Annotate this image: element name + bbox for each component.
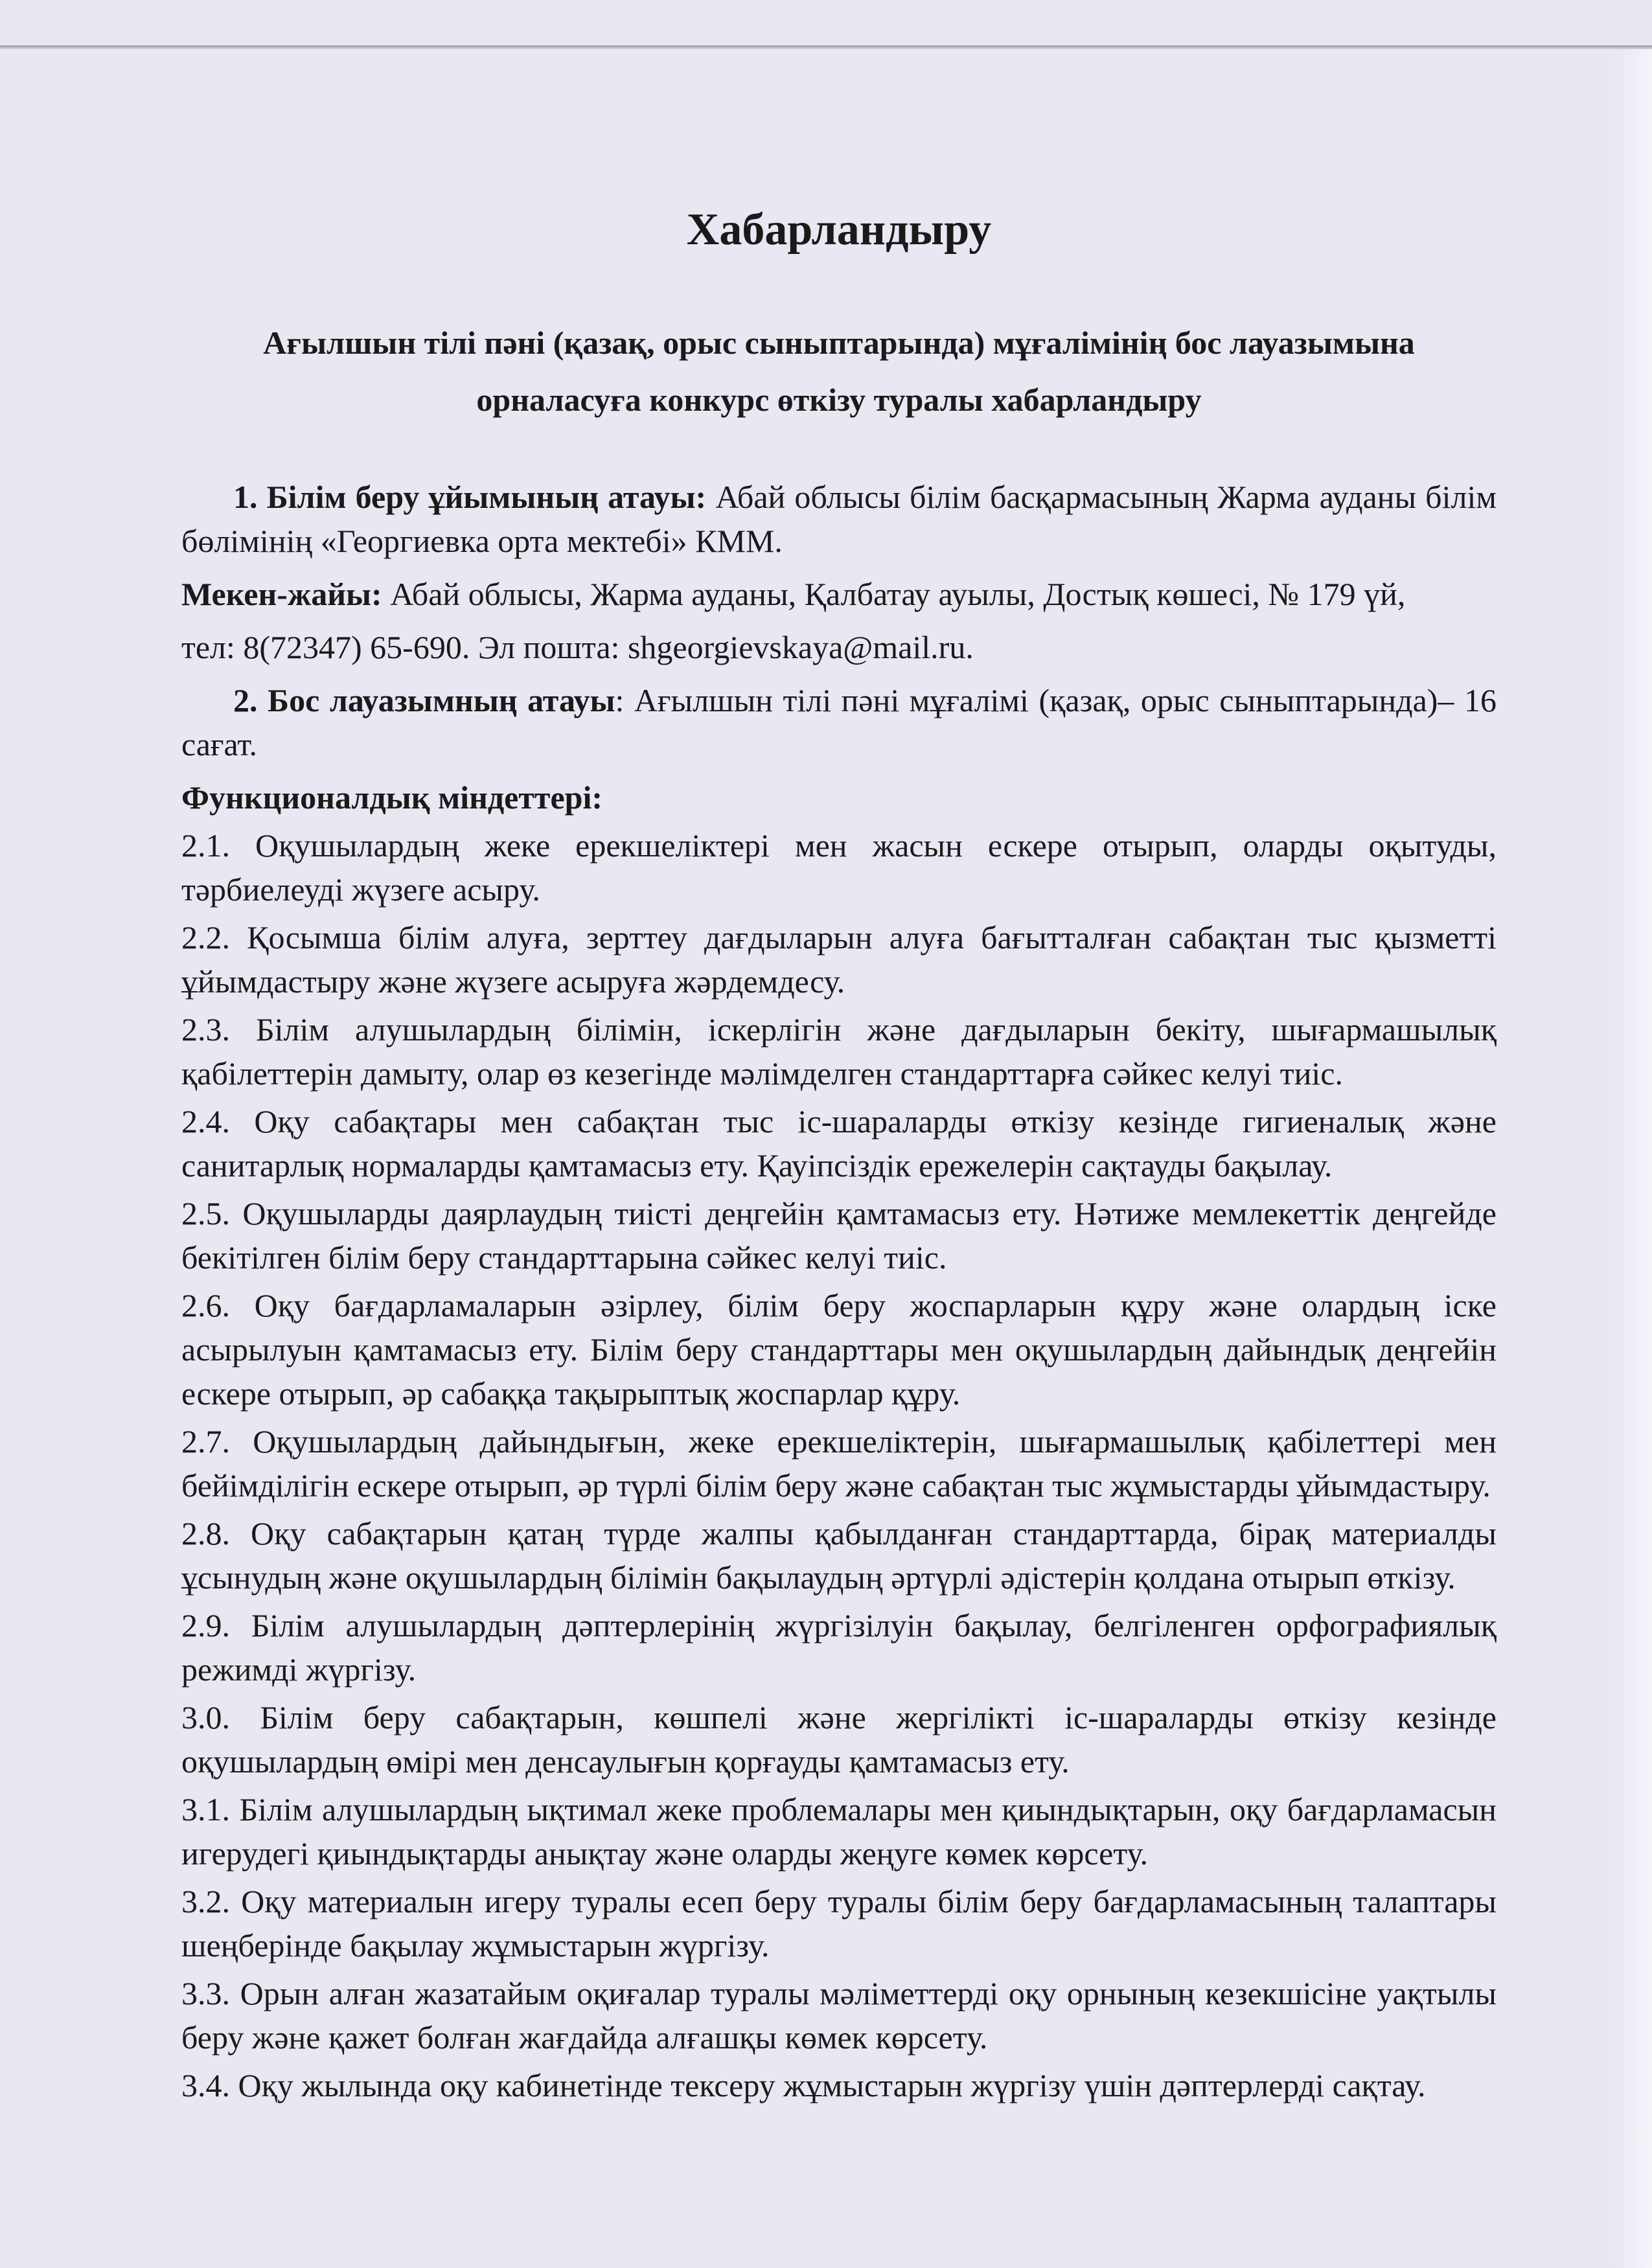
scan-margin xyxy=(1613,49,1652,2268)
duty-item: 3.3. Орын алған жазатайым оқиғалар туралы мәліметтерді оқу орнының кезекшісіне уақтылы беру және қажет болған жағдайда алғашқы көмек көрсету. xyxy=(181,1975,1497,2056)
organization-value: Абай облысы білім басқармасының Жарма ауданы білім бөлімінің «Георгиевка орта мектебі» КММ. xyxy=(181,479,1497,559)
document-page xyxy=(181,194,1497,2107)
position-value: : Ағылшын тілі пәні мұғалімі (қазақ, орыс сыныптарында)– 16 сағат. xyxy=(181,682,1497,762)
address-value: Абай облысы, Жарма ауданы, Қалбатау ауылы, Достық көшесі, № 179 үй, xyxy=(390,576,1406,612)
duty-item: 3.0. Білім беру сабақтарын, көшпелі және жергілікті іс-шараларды өткізу кезінде оқушылардың өмірі мен денсаулығын қорғауды қамтамасыз ету. xyxy=(181,1699,1497,1780)
subtitle-line-2: орналасуға конкурс өткізу туралы хабарландыру xyxy=(476,382,1202,418)
duty-item: 2.8. Оқу сабақтарын қатаң түрде жалпы қабылданған стандарттарда, бірақ материалды ұсынудың және оқушылардың білімін бақылаудың әртүрлі әдістерін қолдана отырып өткізу. xyxy=(181,1515,1497,1596)
duty-item: 2.2. Қосымша білім алуға, зерттеу дағдыларын алуға бағытталған сабақтан тыс қызметті ұйымдастыру және жүзеге асыруға жәрдемдесу. xyxy=(181,919,1497,1000)
duty-item: 2.7. Оқушылардың дайындығын, жеке ерекшеліктерін, шығармашылық қабілеттері мен бейімділігін ескере отырып, әр түрлі білім беру және сабақтан тыс жұмыстарды ұйымдастыру. xyxy=(181,1423,1497,1504)
duty-item: 3.4. Оқу жылында оқу кабинетінде тексеру жұмыстарын жүргізу үшін дәптерлерді сақтау. xyxy=(181,2067,1426,2103)
duty-item: 2.1. Оқушылардың жеке ерекшеліктері мен жасын ескере отырып, оларды оқытуды, тәрбиелеуді жүзеге асыру. xyxy=(181,827,1497,908)
duty-item: 2.9. Білім алушылардың дәптерлерінің жүргізілуін бақылау, белгіленген орфографиялық режимді жүргізу. xyxy=(181,1607,1497,1688)
position-label: 2. Бос лауазымның атауы xyxy=(233,682,615,718)
contact-line: тел: 8(72347) 65-690. Эл пошта: shgeorgievskaya@mail.ru. xyxy=(181,629,974,665)
subtitle-line-1: Ағылшын тілі пәні (қазақ, орыс сыныптарында) мұғалімінің бос лауазымына xyxy=(263,325,1415,361)
organization-label: 1. Білім беру ұйымының атауы: xyxy=(233,479,707,515)
position-paragraph xyxy=(181,678,1497,766)
duty-item: 2.4. Оқу сабақтары мен сабақтан тыс іс-шараларды өткізу кезінде гигиеналық және санитарлық нормаларды қамтамасыз ету. Қауіпсіздік ережелерін сақтауды бақылау. xyxy=(181,1103,1497,1184)
scan-edge xyxy=(0,45,1652,49)
organization-paragraph xyxy=(181,475,1497,563)
duty-item: 2.6. Оқу бағдарламаларын әзірлеу, білім беру жоспарларын құру және олардың іске асырылуын қамтамасыз ету. Білім беру стандарттары мен оқушылардың дайындық деңгейін ескере отырып, әр сабаққа тақырыптық жоспарлар құру. xyxy=(181,1287,1497,1412)
duties-list xyxy=(181,823,1497,2107)
address-paragraph xyxy=(181,572,1497,616)
duty-item: 3.1. Білім алушылардың ықтимал жеке проблемалары мен қиындықтарын, оқу бағдарламасын игерудегі қиындықтарды анықтау және оларды жеңуге көмек көрсету. xyxy=(181,1791,1497,1872)
duty-item: 3.2. Оқу материалын игеру туралы есеп беру туралы білім беру бағдарламасының талаптары шеңберінде бақылау жұмыстарын жүргізу. xyxy=(181,1883,1497,1964)
document-title: Хабарландыру xyxy=(686,205,992,255)
duty-item: 2.5. Оқушыларды даярлаудың тиісті деңгейін қамтамасыз ету. Нәтиже мемлекеттік деңгейде бекітілген білім беру стандарттарына сәйкес келуі тиіс. xyxy=(181,1195,1497,1276)
duty-item: 2.3. Білім алушылардың білімін, іскерлігін және дағдыларын бекіту, шығармашылық қабілеттерін дамыту, олар өз кезегінде мәлімделген стандарттарға сәйкес келуі тиіс. xyxy=(181,1011,1497,1092)
address-label: Мекен-жайы: xyxy=(181,576,382,612)
document-subtitle xyxy=(181,314,1497,428)
duties-heading xyxy=(181,775,1497,819)
duties-heading-text: Функционалдық міндеттері: xyxy=(181,779,603,816)
